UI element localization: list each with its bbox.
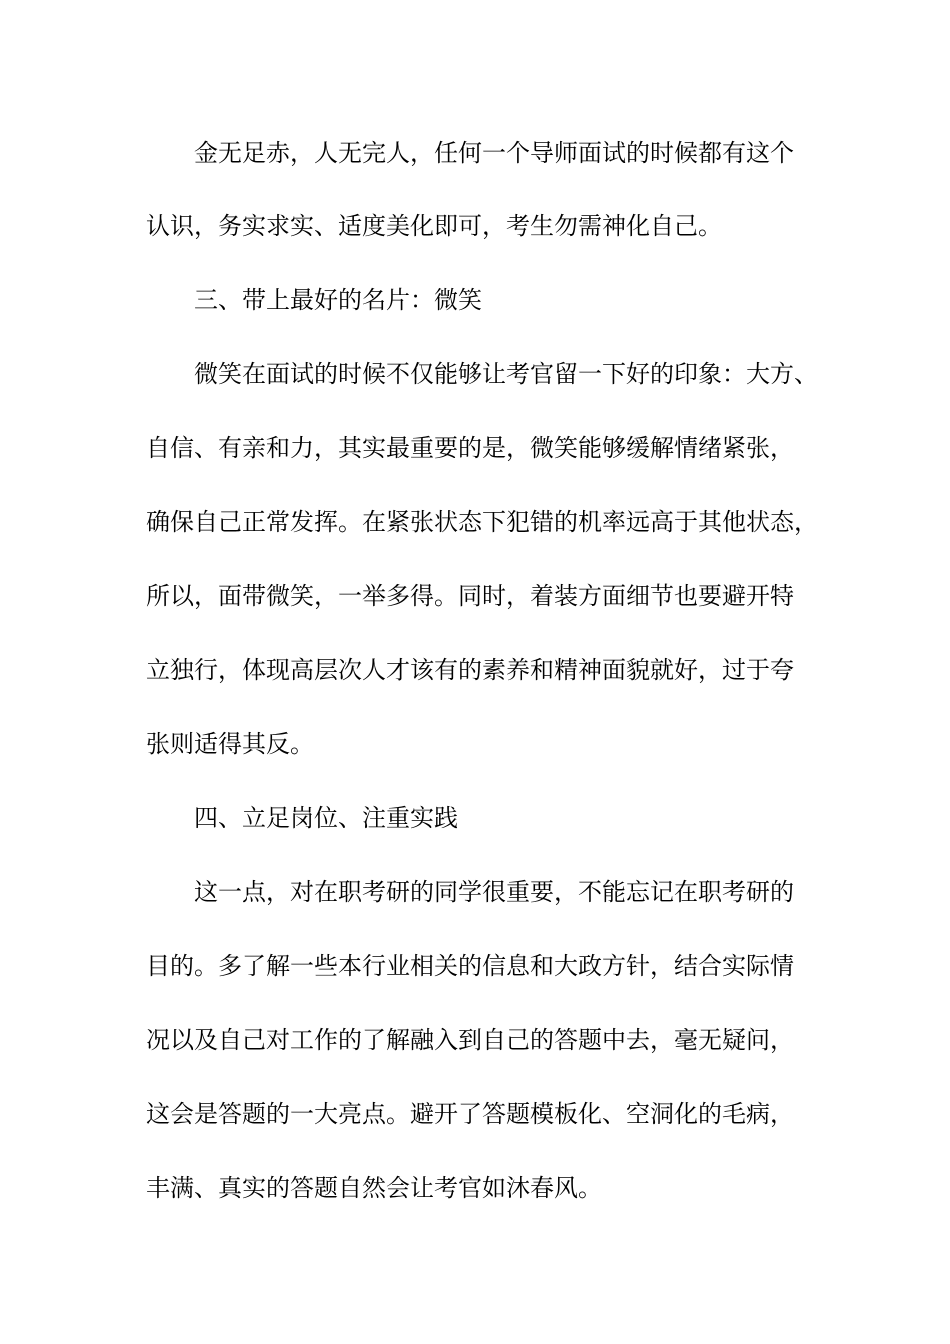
paragraph-line: 确保自己正常发挥。在紧张状态下犯错的机率远高于其他状态，	[146, 508, 818, 536]
paragraph-line: 这一点，对在职考研的同学很重要，不能忘记在职考研的	[194, 878, 794, 906]
paragraph-line: 微笑在面试的时候不仅能够让考官留一下好的印象：大方、	[194, 360, 818, 388]
paragraph-line: 金无足赤，人无完人，任何一个导师面试的时候都有这个	[194, 139, 794, 167]
paragraph-line: 丰满、真实的答题自然会让考官如沐春风。	[146, 1174, 602, 1202]
section-heading: 三、带上最好的名片：微笑	[194, 286, 482, 314]
paragraph-line: 认识，务实求实、适度美化即可，考生勿需神化自己。	[146, 212, 722, 240]
paragraph-line: 自信、有亲和力，其实最重要的是，微笑能够缓解情绪紧张，	[146, 434, 794, 462]
paragraph-line: 况以及自己对工作的了解融入到自己的答题中去，毫无疑问，	[146, 1026, 794, 1054]
paragraph-line: 张则适得其反。	[146, 730, 314, 758]
paragraph-line: 目的。多了解一些本行业相关的信息和大政方针，结合实际情	[146, 952, 794, 980]
paragraph-line: 这会是答题的一大亮点。避开了答题模板化、空洞化的毛病，	[146, 1100, 794, 1128]
section-heading: 四、立足岗位、注重实践	[194, 804, 458, 832]
paragraph-line: 立独行，体现高层次人才该有的素养和精神面貌就好，过于夸	[146, 656, 794, 684]
paragraph-line: 所以，面带微笑，一举多得。同时，着装方面细节也要避开特	[146, 582, 794, 610]
